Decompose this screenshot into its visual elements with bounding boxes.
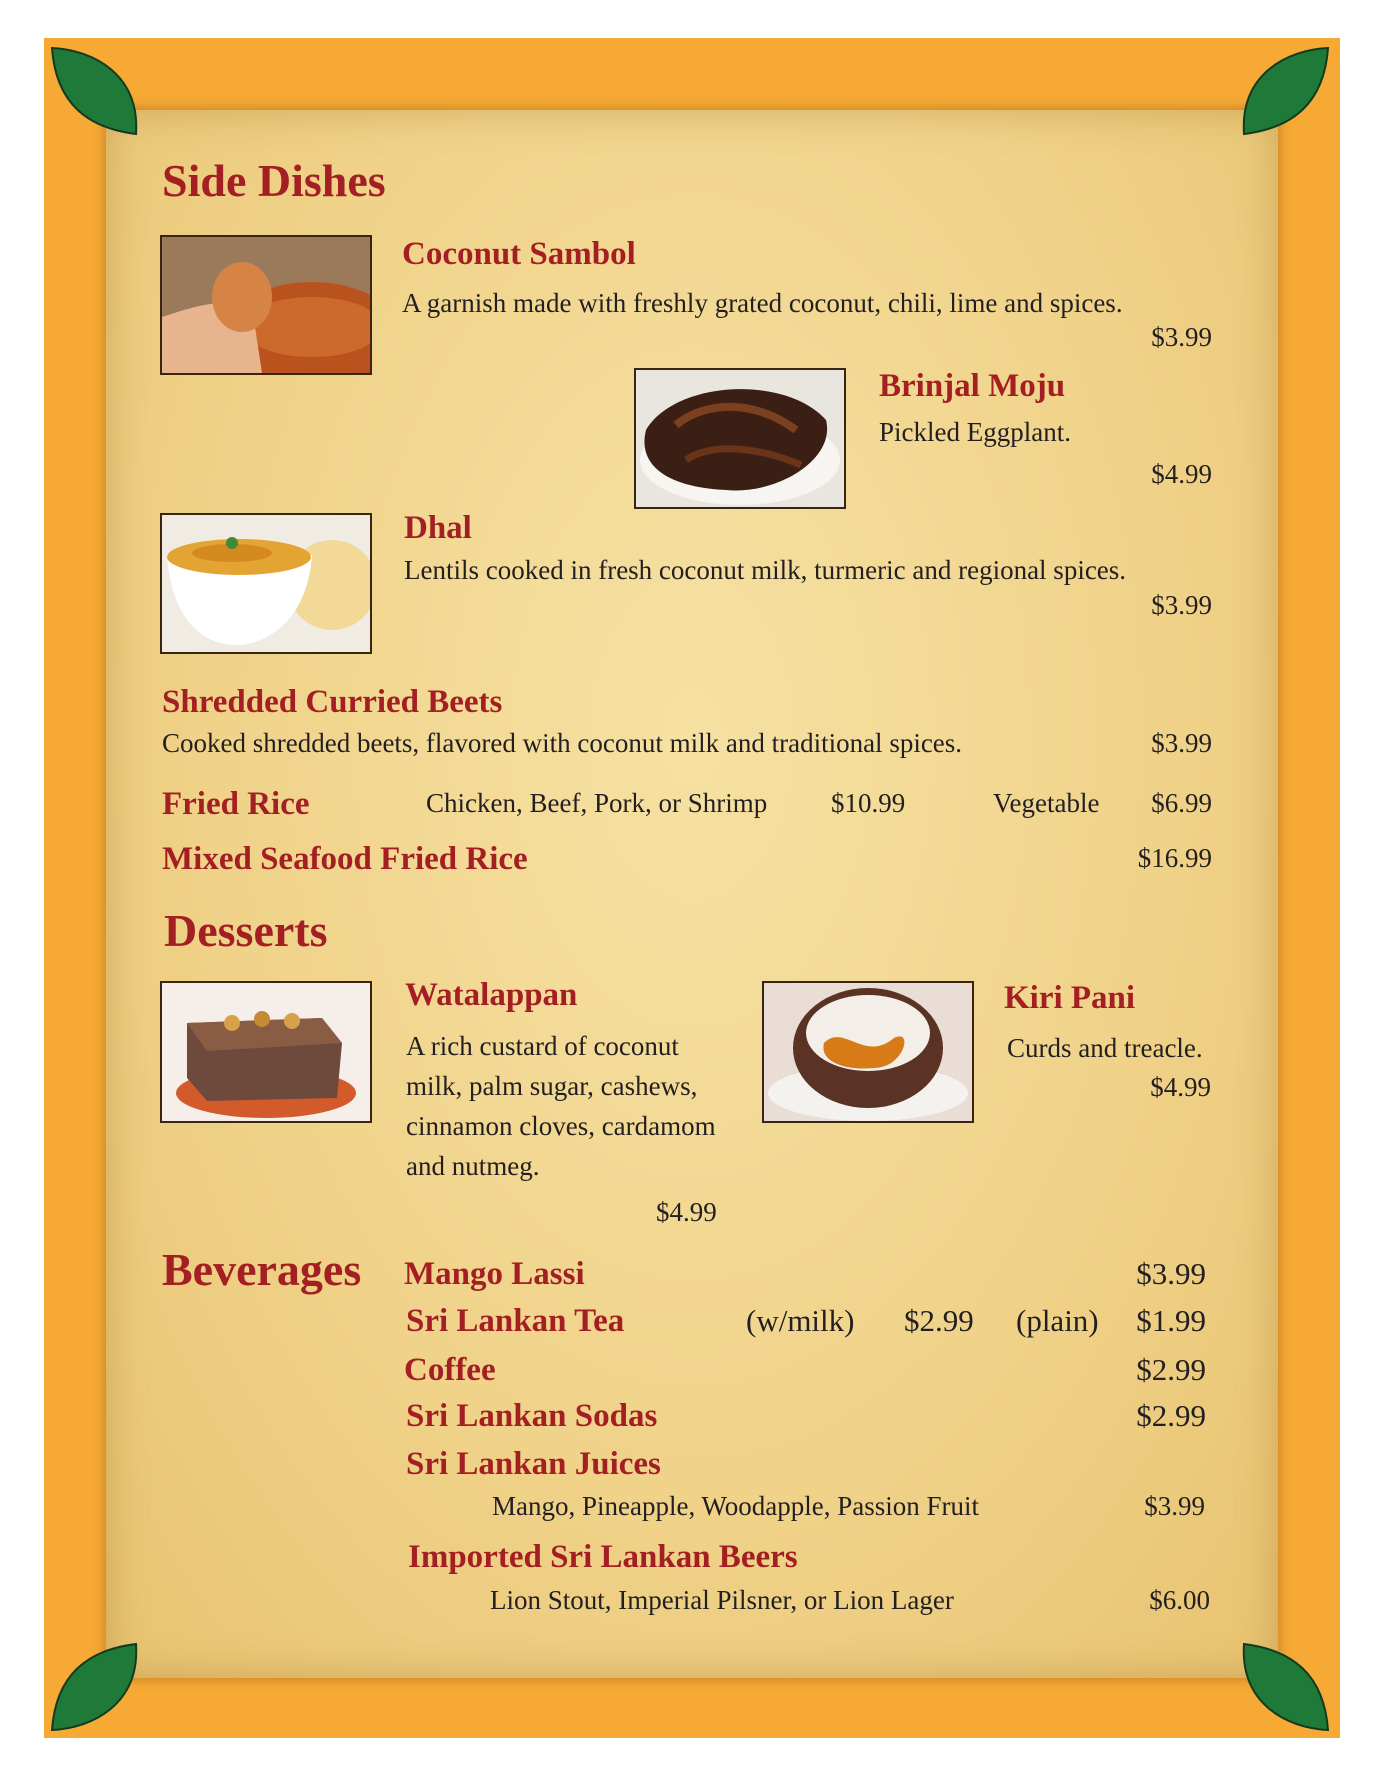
brinjal-moju-name: Brinjal Moju xyxy=(879,368,1066,404)
juices-price: $3.99 xyxy=(1144,1491,1205,1521)
coffee-name: Coffee xyxy=(404,1352,496,1388)
kiri-pani-name: Kiri Pani xyxy=(1004,980,1136,1016)
beets-price: $3.99 xyxy=(1151,728,1212,758)
beers-price: $6.00 xyxy=(1149,1585,1210,1615)
beets-name: Shredded Curried Beets xyxy=(162,684,503,720)
juices-name: Sri Lankan Juices xyxy=(406,1446,661,1482)
coffee-price: $2.99 xyxy=(1136,1352,1206,1387)
dhal-desc: Lentils cooked in fresh coconut milk, turmeric and regional spices. xyxy=(404,555,1127,585)
kiri-pani-desc: Curds and treacle. xyxy=(1007,1033,1203,1063)
fried-rice-option-veg: Vegetable xyxy=(993,788,1100,818)
seafood-fried-rice-name: Mixed Seafood Fried Rice xyxy=(162,841,528,877)
watalappan-name: Watalappan xyxy=(405,977,578,1013)
sodas-name: Sri Lankan Sodas xyxy=(406,1398,658,1434)
watalappan-price: $4.99 xyxy=(656,1197,717,1227)
mango-lassi-name: Mango Lassi xyxy=(404,1256,585,1292)
tea-price-milk: $2.99 xyxy=(904,1303,974,1338)
beers-desc: Lion Stout, Imperial Pilsner, or Lion Lager xyxy=(490,1585,954,1615)
watalappan-desc: A rich custard of coconut milk, palm sugar, cashews, cinnamon cloves, cardamom and nutmeg. xyxy=(406,1031,716,1181)
kiri-pani-price: $4.99 xyxy=(1150,1072,1211,1102)
fried-rice-name: Fried Rice xyxy=(162,786,310,822)
fried-rice-price-meat: $10.99 xyxy=(831,788,906,818)
juices-desc: Mango, Pineapple, Woodapple, Passion Fruit xyxy=(492,1491,980,1521)
dhal-photo xyxy=(160,513,372,654)
mango-lassi-price: $3.99 xyxy=(1136,1256,1206,1291)
watalappan-photo xyxy=(160,981,372,1123)
leaf-icon xyxy=(48,1642,140,1734)
seafood-fried-rice-price: $16.99 xyxy=(1137,843,1212,873)
beers-name: Imported Sri Lankan Beers xyxy=(408,1539,798,1575)
section-title-desserts: Desserts xyxy=(164,905,328,956)
sri-lankan-tea-name: Sri Lankan Tea xyxy=(406,1303,625,1339)
coconut-sambol-price: $3.99 xyxy=(1151,322,1212,352)
coconut-sambol-photo xyxy=(160,235,372,375)
kiri-pani-photo xyxy=(762,981,974,1123)
leaf-icon xyxy=(48,44,140,136)
brinjal-moju-photo xyxy=(634,368,846,509)
section-title-beverages: Beverages xyxy=(162,1244,362,1295)
leaf-icon xyxy=(1240,1642,1332,1734)
section-title-side-dishes: Side Dishes xyxy=(162,155,386,206)
tea-option-plain: (plain) xyxy=(1016,1303,1099,1338)
coconut-sambol-desc: A garnish made with freshly grated coconut, chili, lime and spices. xyxy=(402,288,1123,318)
beets-desc: Cooked shredded beets, flavored with coconut milk and traditional spices. xyxy=(162,728,963,758)
sodas-price: $2.99 xyxy=(1136,1398,1206,1433)
brinjal-moju-desc: Pickled Eggplant. xyxy=(879,417,1071,447)
tea-price-plain: $1.99 xyxy=(1136,1303,1206,1338)
dhal-price: $3.99 xyxy=(1151,590,1212,620)
leaf-icon xyxy=(1240,44,1332,136)
tea-option-milk: (w/milk) xyxy=(746,1303,855,1338)
fried-rice-price-veg: $6.99 xyxy=(1151,788,1212,818)
coconut-sambol-name: Coconut Sambol xyxy=(402,236,636,272)
brinjal-moju-price: $4.99 xyxy=(1151,459,1212,489)
dhal-name: Dhal xyxy=(404,510,472,546)
fried-rice-option-meat: Chicken, Beef, Pork, or Shrimp xyxy=(426,788,768,818)
